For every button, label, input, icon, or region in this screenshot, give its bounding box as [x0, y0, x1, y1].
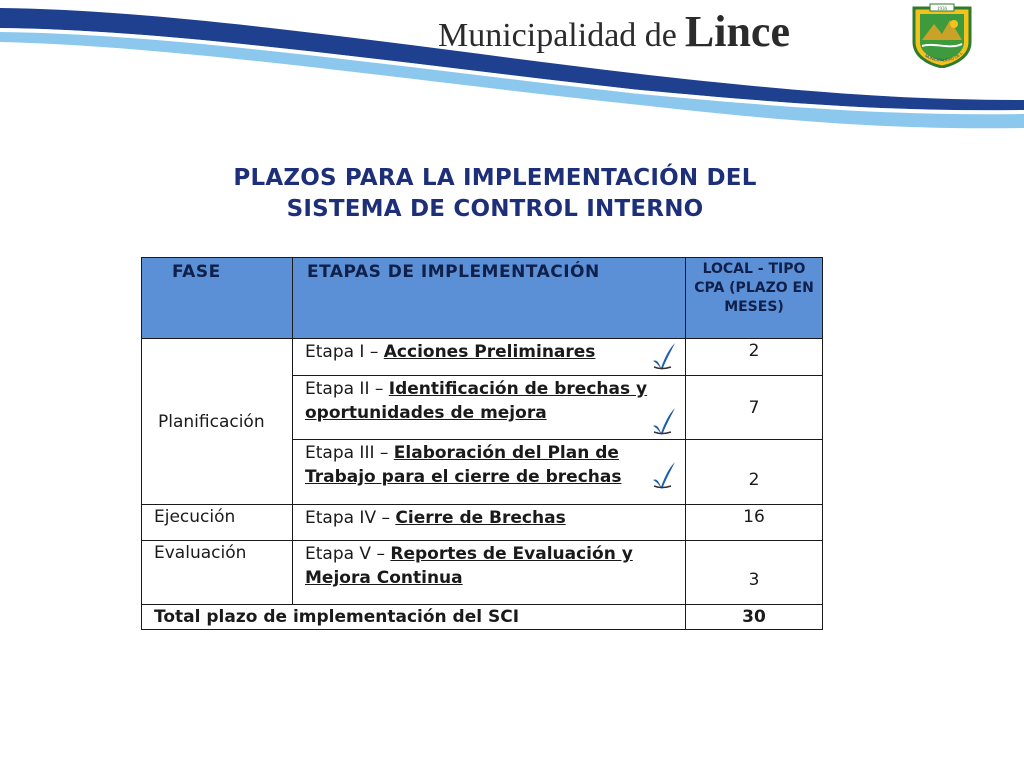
plazo-3: 2	[686, 440, 823, 505]
etapa-4	[293, 505, 686, 541]
etapa-5	[293, 541, 686, 605]
municipal-crest-logo	[910, 2, 974, 68]
total-value: 30	[686, 605, 823, 630]
etapa-title: Cierre de Brechas	[395, 508, 566, 528]
table-header-row	[142, 258, 823, 339]
title-line-1: PLAZOS PARA LA IMPLEMENTACIÓN DEL	[233, 165, 757, 191]
etapa-prefix: Etapa V –	[305, 544, 391, 564]
table-row	[142, 339, 823, 376]
etapa-title: Identificación de brechas y oportunidades de mejora	[305, 379, 648, 423]
page-title	[130, 163, 860, 225]
header-local: LOCAL - TIPO CPA (PLAZO EN MESES)	[686, 258, 823, 339]
plazo-2: 7	[686, 376, 823, 440]
crest-year: 1936	[937, 7, 947, 12]
etapa-3	[293, 440, 686, 505]
checkmark-icon	[651, 460, 677, 490]
fase-planificacion: Planificación	[142, 339, 293, 505]
etapa-1	[293, 339, 686, 376]
etapa-prefix: Etapa II –	[305, 379, 389, 399]
crest-caption: MUNICIPALIDAD DE L	[924, 50, 964, 63]
checkmark-icon	[651, 341, 677, 371]
table-row	[142, 541, 823, 605]
etapa-title: Elaboración del Plan de Trabajo para el cierre de brechas	[305, 443, 622, 487]
brand-name: Lince	[684, 7, 790, 56]
total-row	[142, 605, 823, 630]
total-label: Total plazo de implementación del SCI	[142, 605, 686, 630]
etapa-prefix: Etapa III –	[305, 443, 394, 463]
etapa-prefix: Etapa I –	[305, 342, 384, 362]
header-fase: FASE	[142, 258, 293, 339]
etapa-title: Acciones Preliminares	[383, 342, 596, 362]
header-etapas: ETAPAS DE IMPLEMENTACIÓN	[293, 258, 686, 339]
fase-ejecucion: Ejecución	[142, 505, 293, 541]
checkmark-icon	[651, 406, 677, 436]
municipality-brand	[438, 6, 790, 56]
brand-prefix: Municipalidad de	[438, 17, 677, 54]
etapa-2	[293, 376, 686, 440]
etapa-prefix: Etapa IV –	[305, 508, 396, 528]
implementation-table	[141, 257, 823, 630]
title-line-2: SISTEMA DE CONTROL INTERNO	[286, 196, 704, 222]
etapa-title: Reportes de Evaluación y Mejora Continua	[305, 544, 633, 588]
fase-evaluacion: Evaluación	[142, 541, 293, 605]
plazo-5: 3	[686, 541, 823, 605]
plazo-1: 2	[686, 339, 823, 376]
table-row	[142, 505, 823, 541]
plazo-4: 16	[686, 505, 823, 541]
